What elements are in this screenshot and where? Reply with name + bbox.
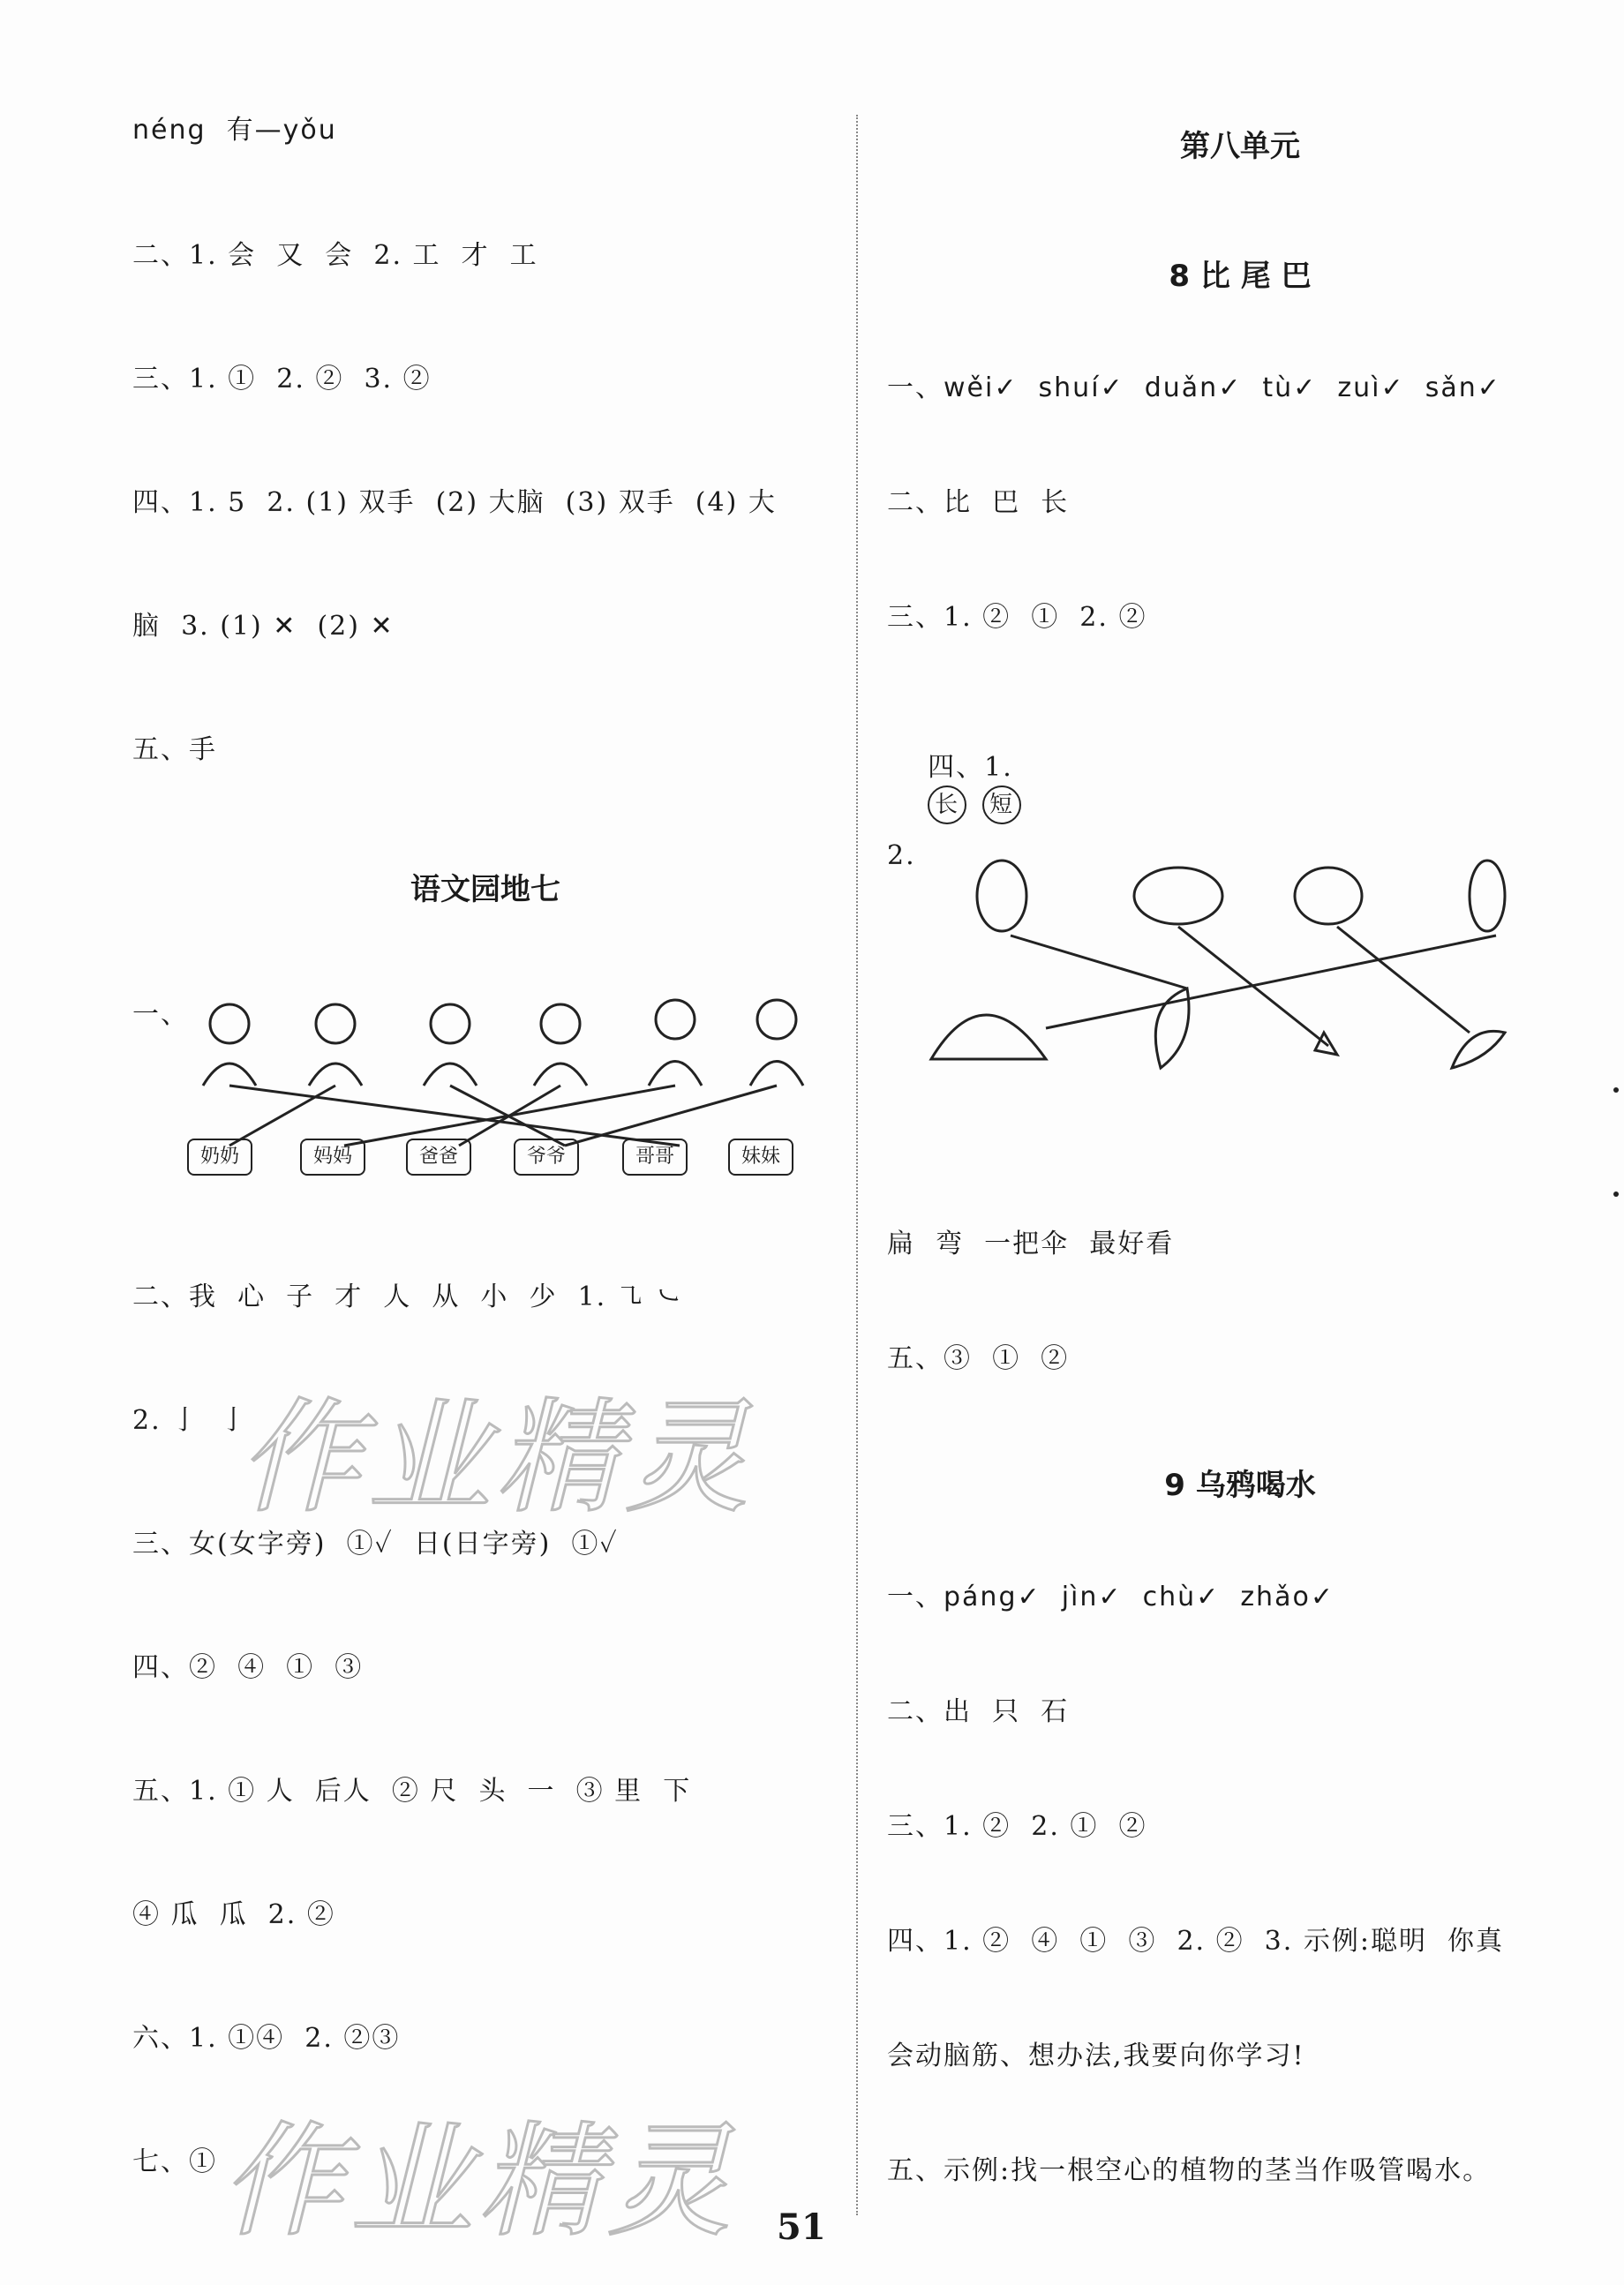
lesson-heading: 8 比 尾 巴 <box>1169 259 1312 294</box>
answer-line: 一、páng✓ jìn✓ chù✓ zhǎo✓ <box>887 1582 1335 1612</box>
answer-line: 一、wěi✓ shuí✓ duǎn✓ tù✓ zuì✓ sǎn✓ <box>887 372 1501 403</box>
answer-line: néng 有—yǒu <box>132 115 337 146</box>
answer-line: 二、出 只 石 <box>887 1696 1070 1727</box>
section-heading: 语文园地七 <box>410 872 560 907</box>
answer-line: 四、1. 5 2. (1) 双手 (2) 大脑 (3) 双手 (4) 大 <box>132 487 777 518</box>
answer-line: 二、比 巴 长 <box>887 487 1070 518</box>
family-label-box: 哥哥 <box>622 1139 688 1176</box>
unit-heading: 第八单元 <box>1180 129 1300 164</box>
right-column <box>887 0 1593 2206</box>
watermark: 作业精灵 <box>238 1387 755 1530</box>
answer-line: 三、1. ① 2. ② 3. ② <box>132 364 432 395</box>
margin-dot <box>1613 1191 1619 1197</box>
answer-line: 七、① <box>132 2146 217 2177</box>
answer-line: 三、1. ② 2. ① ② <box>887 1811 1147 1842</box>
family-label-box: 妈妈 <box>300 1139 365 1176</box>
answer-line: 2. <box>887 840 916 871</box>
answer-line: 2. 亅 亅 <box>132 1405 249 1436</box>
answer-line: 会动脑筋、想办法,我要向你学习! <box>887 2041 1305 2071</box>
margin-dot <box>1613 1087 1619 1093</box>
answer-line: 五、示例:找一根空心的植物的茎当作吸管喝水。 <box>887 2155 1492 2186</box>
page-number: 51 <box>777 2206 826 2248</box>
circled-answer: 长 <box>928 785 966 824</box>
answer-prefix: 四、1. <box>928 752 1013 783</box>
animal-tails-illustration <box>922 830 1540 1121</box>
answer-line: 四、② ④ ① ③ <box>132 1652 364 1683</box>
answer-line: 扁 弯 一把伞 最好看 <box>887 1229 1175 1259</box>
circled-answer: 短 <box>982 785 1021 824</box>
answer-line: 三、女(女字旁) ①✓ 日(日字旁) ①✓ <box>132 1529 619 1560</box>
family-label-box: 奶奶 <box>187 1139 252 1176</box>
family-figures-illustration <box>177 988 812 1147</box>
answer-line: 五、③ ① ② <box>887 1343 1070 1374</box>
answer-line: 脑 3. (1) ✕ (2) ✕ <box>132 611 395 642</box>
answer-line: 三、1. ② ① 2. ② <box>887 602 1147 633</box>
answer-line: 五、手 <box>132 734 217 765</box>
answer-line: 二、我 心 子 才 人 从 小 少 1. ㇈ ㇃ <box>132 1282 684 1312</box>
answer-line: 一、 <box>132 999 189 1030</box>
answer-line: 五、1. ① 人 后人 ② 尺 头 一 ③ 里 下 <box>132 1776 692 1807</box>
family-label-box: 妹妹 <box>728 1139 793 1176</box>
left-column <box>132 0 838 2206</box>
answer-line: 四、1. ② ④ ① ③ 2. ② 3. 示例:聪明 你真 <box>887 1926 1505 1957</box>
column-divider <box>856 115 858 2215</box>
answer-line: ④ 瓜 瓜 2. ② <box>132 1899 335 1930</box>
answer-line: 六、1. ①④ 2. ②③ <box>132 2023 401 2054</box>
family-label-box: 爸爸 <box>406 1139 471 1176</box>
answer-line: 二、1. 会 又 会 2. 工 才 工 <box>132 240 538 271</box>
lesson-heading: 9 乌鸦喝水 <box>1164 1468 1316 1503</box>
family-label-box: 爷爷 <box>514 1139 579 1176</box>
watermark: 作业精灵 <box>221 2110 737 2254</box>
